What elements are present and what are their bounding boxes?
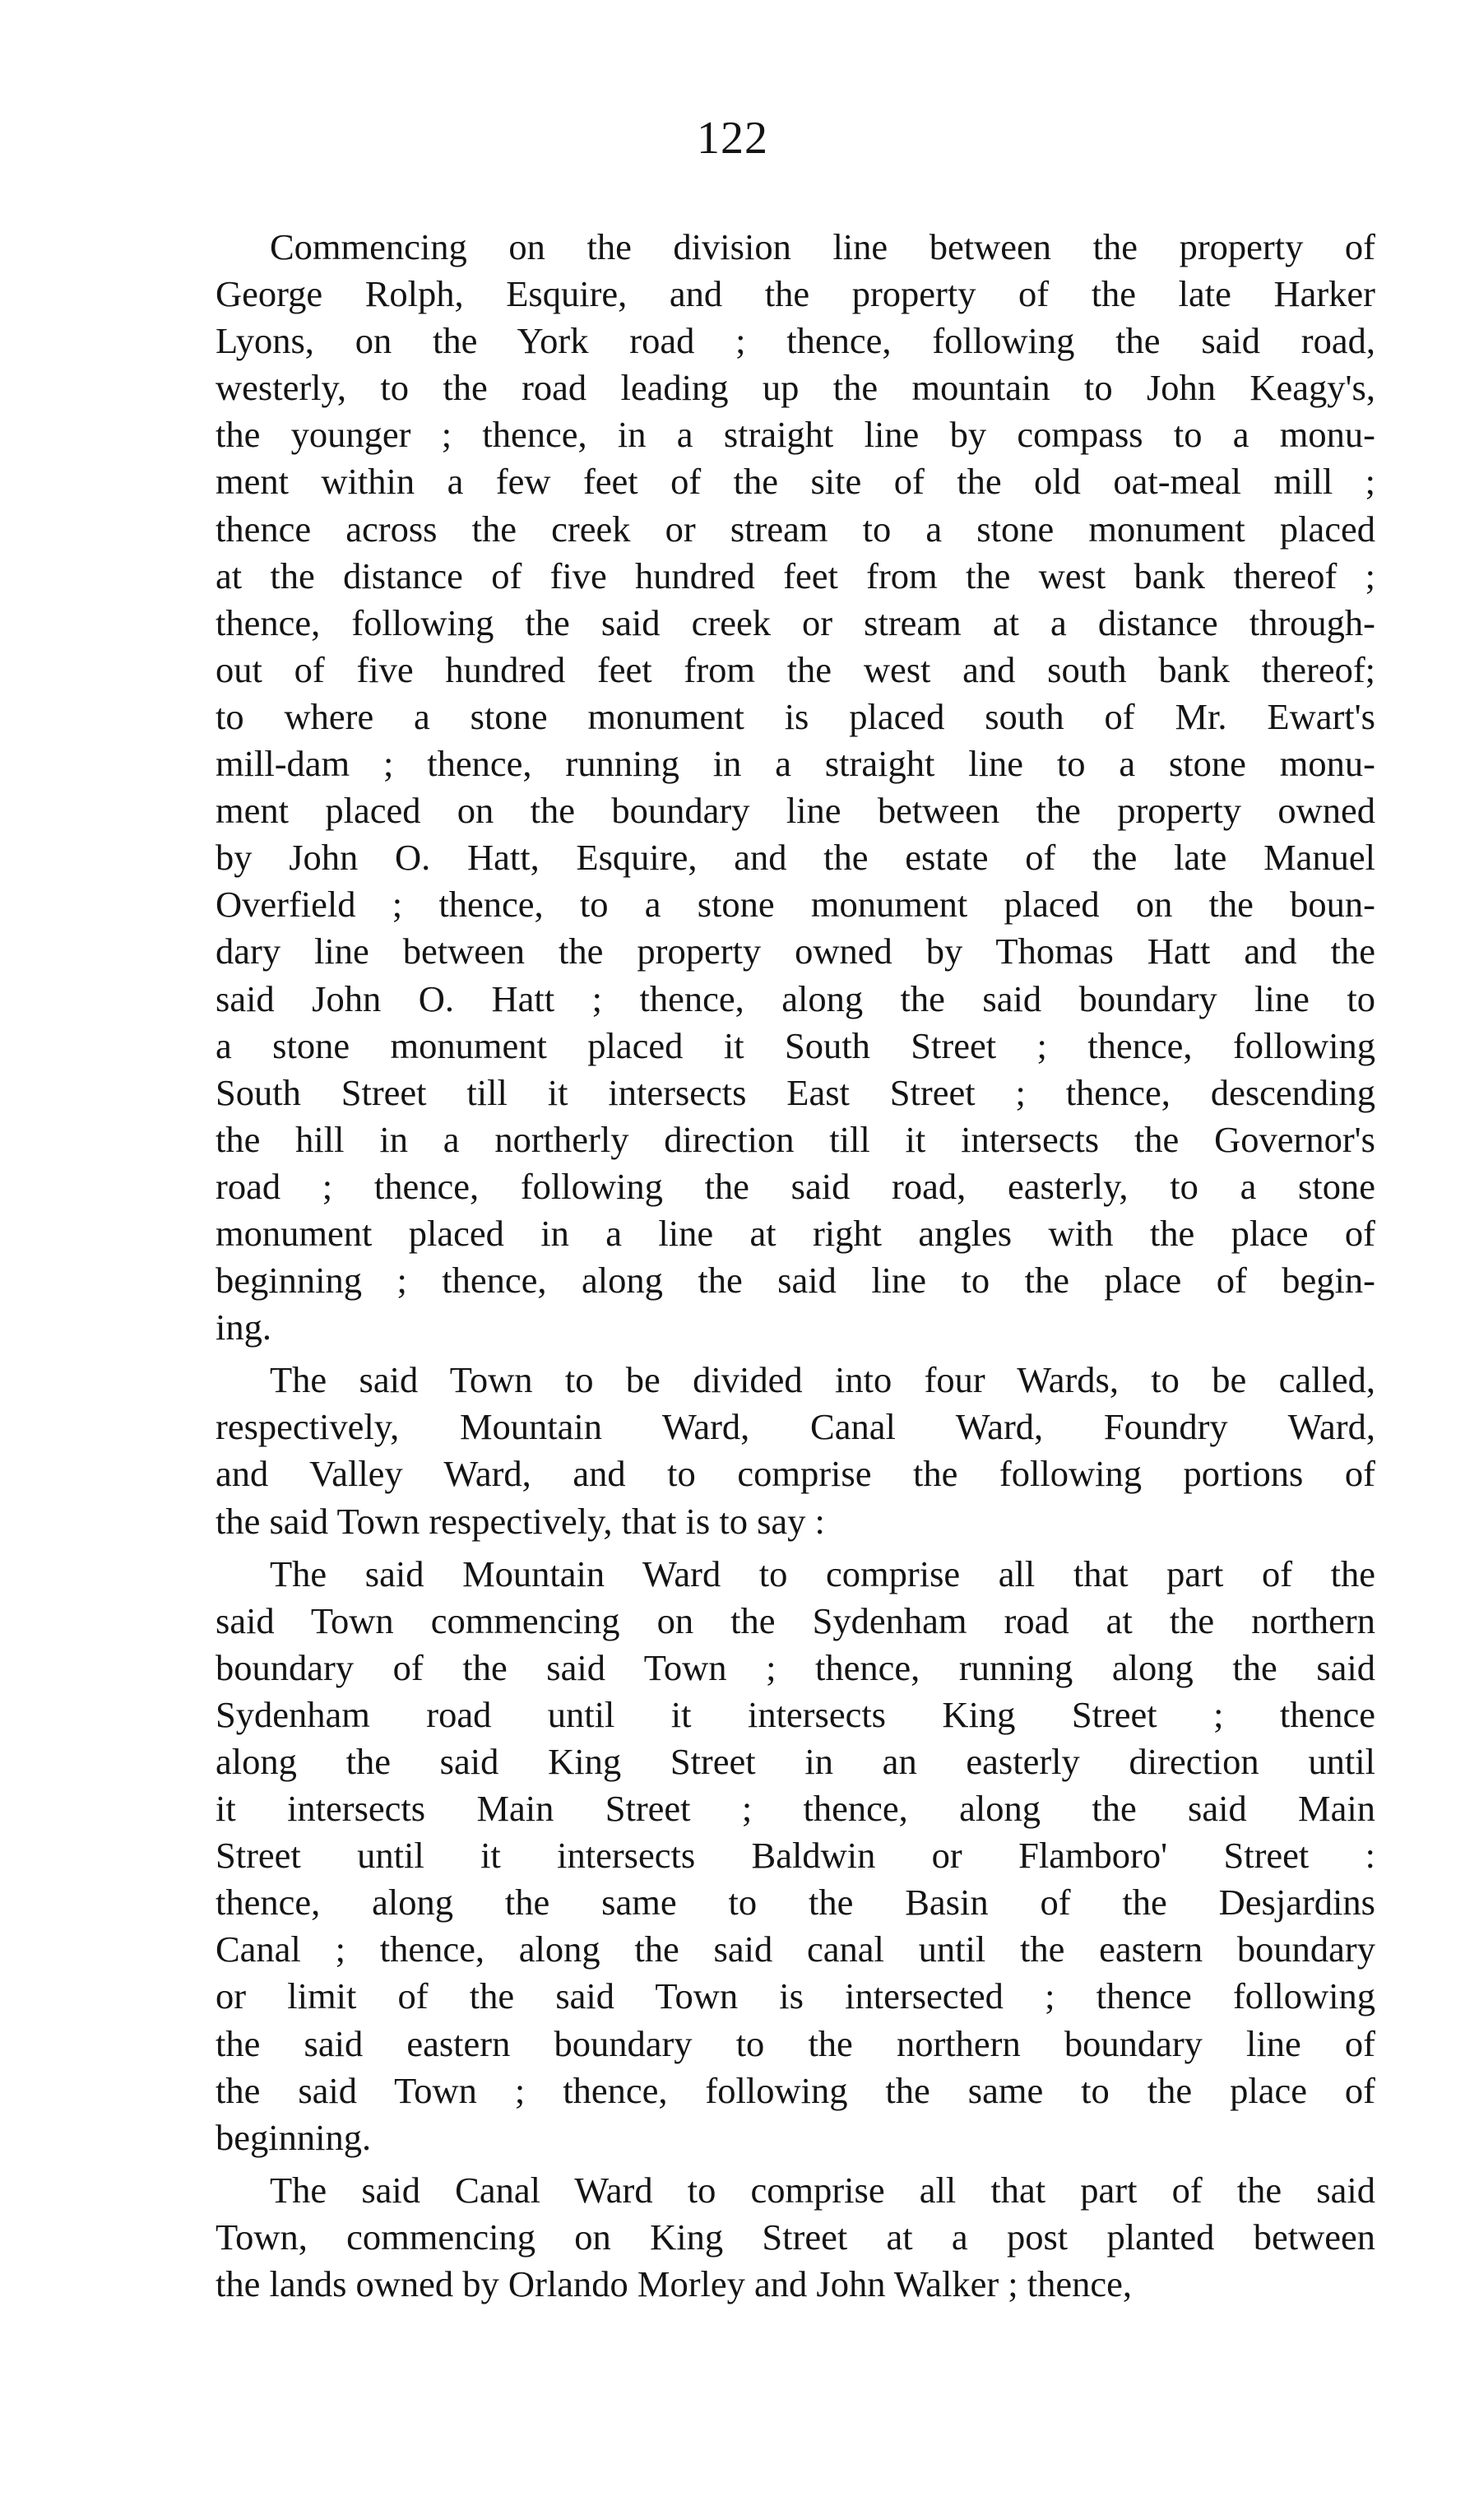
text-line: out of five hundred feet from the west and south bank thereof; <box>216 648 1375 690</box>
text-line: westerly, to the road leading up the mountain to John Keagy's, <box>216 367 1375 409</box>
text-line: George Rolph, Esquire, and the property of the late Harker <box>216 273 1375 315</box>
text-line: beginning. <box>216 2116 372 2158</box>
text-line: the hill in a northerly direction till it intersects the Governor's <box>216 1118 1375 1160</box>
paragraph <box>216 1357 1375 1544</box>
text-line: The said Canal Ward to comprise all that part of the said <box>270 2169 1375 2211</box>
text-line: Street until it intersects Baldwin or Flamboro' Street : <box>216 1835 1375 1877</box>
text-line: it intersects Main Street ; thence, along the said Main <box>216 1788 1375 1830</box>
text-line: mill-dam ; thence, running in a straight line to a stone monu- <box>216 743 1375 785</box>
text-line: Lyons, on the York road ; thence, following the said road, <box>216 320 1375 362</box>
text-line: thence across the creek or stream to a stone monument placed <box>216 508 1375 550</box>
text-line: the said eastern boundary to the northern boundary line of <box>216 2022 1375 2064</box>
text-line: to where a stone monument is placed south of Mr. Ewart's <box>216 695 1375 737</box>
text-line: The said Mountain Ward to comprise all that part of the <box>270 1552 1375 1594</box>
text-line: Sydenham road until it intersects King Street ; thence <box>216 1693 1375 1735</box>
text-line: said John O. Hatt ; thence, along the said boundary line to <box>216 977 1375 1019</box>
text-line: thence, along the same to the Basin of the Desjardins <box>216 1882 1375 1924</box>
text-line: ing. <box>216 1306 271 1348</box>
text-line: road ; thence, following the said road, easterly, to a stone <box>216 1165 1375 1207</box>
paragraph-gap <box>216 1351 1375 1357</box>
text-line: thence, following the said creek or stream at a distance through- <box>216 601 1375 643</box>
text-line: Overfield ; thence, to a stone monument placed on the boun- <box>216 884 1375 926</box>
paragraph <box>216 1551 1375 2161</box>
text-line: by John O. Hatt, Esquire, and the estate of the late Manuel <box>216 837 1375 879</box>
text-line: Commencing on the division line between the property of <box>270 226 1375 267</box>
text-line: a stone monument placed it South Street ; thence, following <box>216 1024 1375 1066</box>
text-line: South Street till it intersects East Street ; thence, descending <box>216 1071 1375 1113</box>
body-text <box>216 224 1375 2308</box>
text-line: the said Town respectively, that is to say : <box>216 1500 825 1542</box>
text-line: monument placed in a line at right angles with the place of <box>216 1212 1375 1254</box>
text-line: or limit of the said Town is intersected ; thence following <box>216 1975 1375 2017</box>
text-line: the younger ; thence, in a straight line by compass to a monu- <box>216 414 1375 456</box>
text-line: and Valley Ward, and to comprise the following portions of <box>216 1453 1375 1495</box>
paragraph <box>216 2167 1375 2308</box>
text-line: beginning ; thence, along the said line to the place of begin- <box>216 1260 1375 1302</box>
text-line: ment placed on the boundary line between the property owned <box>216 790 1375 832</box>
text-line: at the distance of five hundred feet from the west bank thereof ; <box>216 555 1375 596</box>
text-line: along the said King Street in an easterly direction until <box>216 1741 1375 1782</box>
text-line: the said Town ; thence, following the same to the place of <box>216 2069 1375 2111</box>
text-line: respectively, Mountain Ward, Canal Ward, Foundry Ward, <box>216 1406 1375 1448</box>
paragraph <box>216 224 1375 1351</box>
text-line: the lands owned by Orlando Morley and John Walker ; thence, <box>216 2263 1132 2305</box>
text-line: Canal ; thence, along the said canal until the eastern boundary <box>216 1928 1375 1970</box>
page-number: 122 <box>697 113 768 164</box>
text-line: ment within a few feet of the site of the old oat-meal mill ; <box>216 461 1375 503</box>
text-line: The said Town to be divided into four Wards, to be called, <box>270 1359 1375 1401</box>
paragraph-gap <box>216 1545 1375 1551</box>
text-line: boundary of the said Town ; thence, running along the said <box>216 1646 1375 1688</box>
text-line: said Town commencing on the Sydenham road at the northern <box>216 1599 1375 1641</box>
text-line: dary line between the property owned by Thomas Hatt and the <box>216 930 1375 972</box>
text-line: Town, commencing on King Street at a post planted between <box>216 2216 1375 2258</box>
paragraph-gap <box>216 2161 1375 2167</box>
